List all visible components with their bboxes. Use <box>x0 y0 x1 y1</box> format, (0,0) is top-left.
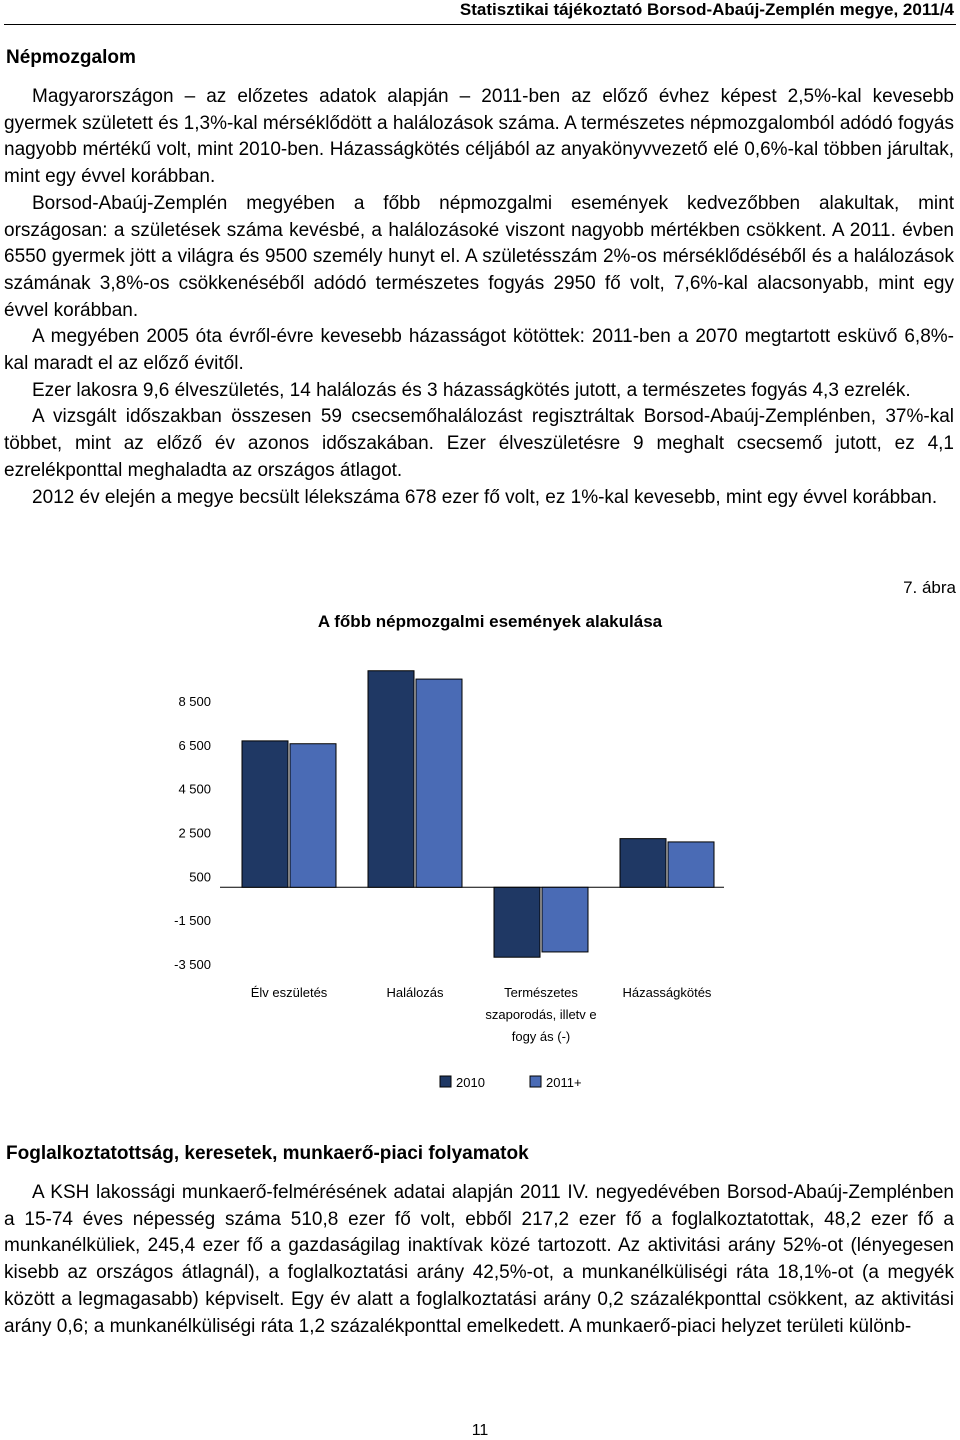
chart-title: A főbb népmozgalmi események alakulása <box>317 612 663 631</box>
header-rule <box>4 24 956 25</box>
paragraph: Borsod-Abaúj-Zemplén megyében a főbb népmozgalmi események kedvezőbben alakultak, mint országosan: a születések száma kevésbé, a halálozásoké viszont nagyobb mértékben csökkent. A 2011. évben 6550 gyermek jött a világra és 9500 személy hunyt el. A születésszám 2%-os mérséklődéséből és a halálozások számának 3,8%-os csökkenéséből adódó természetes fogyás 2950 fő volt, 7,6%-kal alacsonyabb, mint egy évvel korábban. <box>4 192 954 321</box>
category-label: fogy ás (-) <box>511 1029 571 1044</box>
y-tick-label: 4 500 <box>178 781 211 797</box>
category-label: Élv eszületés <box>250 985 328 1000</box>
bar-2010-2 <box>494 887 540 957</box>
page-header: Statisztikai tájékoztató Borsod-Abaúj-Zemplén megye, 2011/4 <box>459 0 954 19</box>
y-tick-label: -3 500 <box>174 957 211 972</box>
section-title-foglalkoztatottsag: Foglalkoztatottság, keresetek, munkaerő-piaci folyamatok <box>6 1143 529 1164</box>
bar-chart <box>0 660 960 1100</box>
category-label: Halálozás <box>386 985 444 1000</box>
legend-label: 2010 <box>456 1075 485 1090</box>
bar-2010-3 <box>620 839 666 888</box>
bar-2011+-2 <box>542 887 588 952</box>
y-tick-label: 8 500 <box>178 694 211 709</box>
y-tick-label: -1 500 <box>174 913 211 929</box>
bar-2011+-0 <box>290 744 336 888</box>
bar-2011+-3 <box>668 842 714 887</box>
bar-2010-1 <box>368 671 414 888</box>
legend-label: 2011+ <box>546 1075 582 1090</box>
paragraph: A KSH lakossági munkaerő-felmérésének adatai alapján 2011 IV. negyedévében Borsod-Abaúj-Zemplénben a 15-74 éves népesség száma 510,8 ezer fő volt, ebből 217,2 ezer fő a foglalkoztatottak, 48,2 ezer fő a munkanélküliek, 245,4 ezer fő a gazdaságilag inaktívak közé tartozott. Az aktivitási arány 52%-ot (lényegesen kisebb az országos átlagnál), a foglalkoztatási arány 42,5%-ot, a munkanélküliségi ráta 18,1%-ot (a megyék között a legmagasabb) képviselt. Egy év alatt a foglalkoztatási arány 0,2 százalékponttal csökkent, az aktivitási arány 0,6; a munkanélküliségi ráta 1,2 százalékponttal emelkedett. A munkaerő-piaci helyzet területi különb- <box>4 1182 954 1337</box>
paragraph: Magyarországon – az előzetes adatok alapján – 2011-ben az előző évhez képest 2,5%-kal kevesebb gyermek született és 1,3%-kal mérséklődött a halálozások száma. A természetes népmozgalomból adódó fogyás nagyobb mértékű volt, mint 2010-ben. Házasságkötés céljából az anyakönyvvezető elé 0,6%-kal többen járultak, mint egy évvel korábban. <box>4 86 954 188</box>
category-label: Házasságkötés <box>622 985 712 1000</box>
section-title-nepmozgalom: Népmozgalom <box>6 47 136 68</box>
paragraph: 2012 év elején a megye becsült lélekszáma 678 ezer fő volt, ez 1%-kal kevesebb, mint egy évvel korábban. <box>32 486 938 508</box>
paragraph: A megyében 2005 óta évről-évre kevesebb házasságot kötöttek: 2011-ben a 2070 megtartott esküvő 6,8%-kal maradt el az előző évitől. <box>4 326 954 375</box>
page-number: 11 <box>471 1422 489 1439</box>
section2-body <box>4 1180 954 1340</box>
figure-number: 7. ábra <box>903 578 956 597</box>
paragraph: A vizsgált időszakban összesen 59 csecsemőhalálozást regisztráltak Borsod-Abaúj-Zemplénben, 37%-kal többet, mint az előző év azonos időszakában. Ezer élveszületésre 9 meghalt csecsemő jutott, ez 4,1 ezrelékponttal meghaladta az országos átlagot. <box>4 406 954 481</box>
paragraph: Ezer lakosra 9,6 élveszületés, 14 halálozás és 3 házasságkötés jutott, a természetes fogyás 4,3 ezrelék. <box>32 379 911 401</box>
category-label: szaporodás, illetv e <box>485 1007 597 1022</box>
legend-swatch-2011+ <box>530 1076 541 1087</box>
y-tick-label: 500 <box>189 869 211 885</box>
y-tick-label: 2 500 <box>178 825 211 841</box>
legend-swatch-2010 <box>440 1076 451 1087</box>
section1-body <box>4 84 954 511</box>
bar-2010-0 <box>242 741 288 887</box>
category-label: Természetes <box>504 985 578 1000</box>
y-tick-label: 6 500 <box>178 737 211 753</box>
bar-2011+-1 <box>416 679 462 887</box>
